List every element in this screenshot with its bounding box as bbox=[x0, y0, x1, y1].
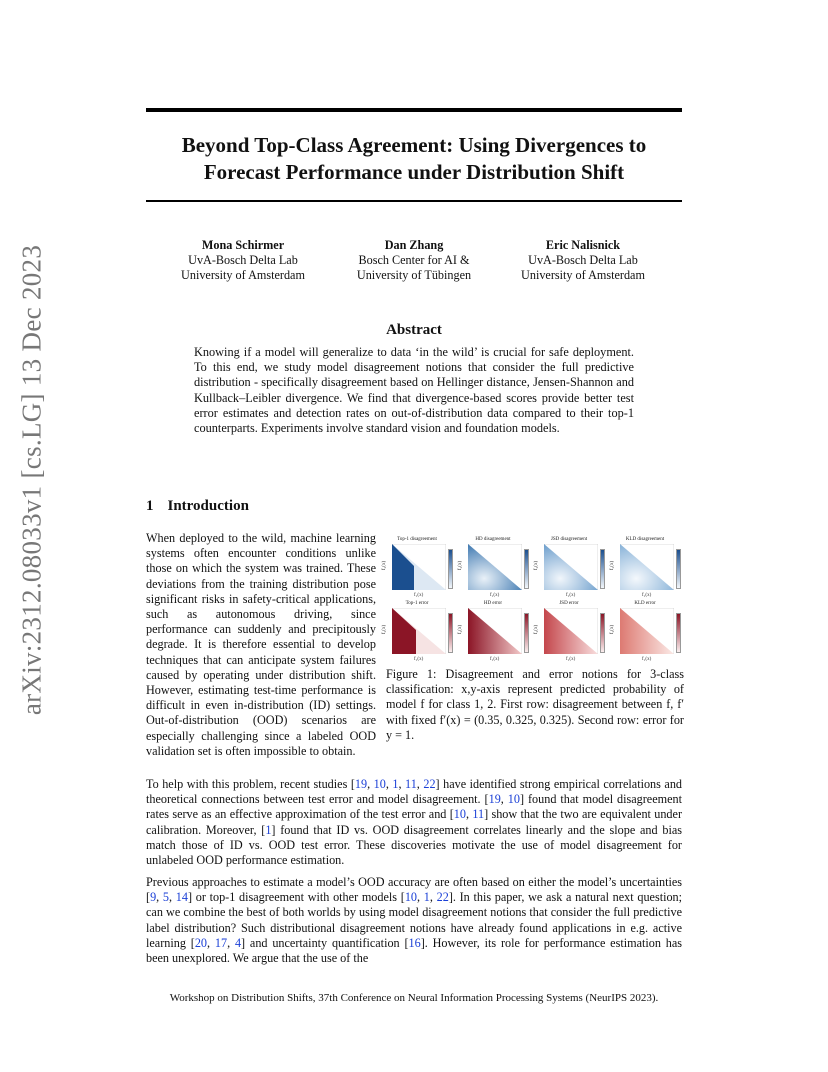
citation-link[interactable]: 11 bbox=[472, 807, 485, 822]
text-run: To help with this problem, recent studies [ bbox=[146, 777, 355, 791]
text-run: ] and uncertainty quantification [ bbox=[241, 935, 409, 950]
panel-bottom-2 bbox=[458, 601, 536, 665]
panel-title: KLD disagreement bbox=[625, 537, 665, 542]
text-run: ]. However, its role for performance estimation has been unexplored. We argue that the use of the bbox=[146, 935, 683, 966]
author-2 bbox=[344, 238, 484, 283]
author-3 bbox=[514, 238, 652, 283]
x-axis-label: f₁(x) bbox=[566, 657, 576, 662]
title-line-2: Forecast Performance under Distribution Shift bbox=[203, 160, 625, 184]
citation-link[interactable]: 16 bbox=[408, 935, 421, 950]
colorbar bbox=[676, 549, 681, 589]
footer-note: Workshop on Distribution Shifts, 37th Conference on Neural Information Processing Systems (NeurIPS 2023). bbox=[169, 992, 659, 1004]
panel-top-2 bbox=[458, 537, 536, 601]
y-axis-label: f₂(x) bbox=[458, 560, 464, 571]
author-affiliation: UvA-Bosch Delta Lab bbox=[188, 253, 298, 267]
colorbar bbox=[676, 613, 681, 653]
author-name: Mona Schirmer bbox=[201, 238, 285, 252]
x-axis-label: f₁(x) bbox=[414, 657, 424, 662]
colorbar bbox=[448, 549, 453, 589]
panel-top-1 bbox=[382, 537, 460, 601]
ternary-plot bbox=[620, 544, 674, 590]
citation-link[interactable]: 10 bbox=[373, 777, 386, 791]
panel-title: KLD error bbox=[634, 601, 656, 606]
author-block bbox=[146, 238, 682, 288]
text-run: ] found that model disagreement rates serve as an effective approximation of the test error and [ bbox=[146, 792, 682, 822]
panel-title: Top-1 disagreement bbox=[397, 537, 437, 542]
citation-link[interactable]: 10 bbox=[404, 890, 417, 905]
ternary-plot bbox=[468, 608, 522, 654]
panel-bottom-4 bbox=[610, 601, 688, 665]
citation-link[interactable]: 4 bbox=[234, 935, 242, 950]
title-rule-top bbox=[146, 108, 682, 112]
colorbar bbox=[600, 549, 605, 589]
figure-caption: Figure 1: Disagreement and error notions for 3-class classification: x,y-axis represent predicted probability of model f for class 1, 2. First row: disagreement between f, f′ with fixed f′(x) = (0.35, 0.325, 0.325). Second row: error for y = 1. bbox=[386, 667, 684, 742]
y-axis-label: f₂(x) bbox=[382, 560, 388, 571]
citation-link[interactable]: 1 bbox=[392, 777, 399, 791]
text-run: ] or top-1 disagreement with other models [ bbox=[187, 890, 405, 905]
abstract-text: Knowing if a model will generalize to data ‘in the wild’ is crucial for safe deployment. To this end, we study model disagreement notions that consider the full predictive distribution - specifically disagreement based on Hellinger distance, Jensen-Shannon and Kullback–Leibler divergence. We find that divergence-based scores provide better test error estimates and detection rates on out-of-distribution data compared to their top-1 counterparts. Experiments involve standard vision and foundation models. bbox=[194, 345, 634, 436]
citation-link[interactable]: 9 bbox=[150, 890, 157, 905]
paper-title bbox=[146, 132, 682, 186]
y-axis-label: f₂(x) bbox=[534, 560, 540, 571]
arxiv-stamp-text: arXiv:2312.08033v1 [cs.LG] 13 Dec 2023 bbox=[16, 244, 47, 716]
text-run: ] show that the two are equivalent under calibration. Moreover, [ bbox=[146, 807, 682, 837]
y-axis-label: f₂(x) bbox=[458, 624, 464, 635]
author-name: Dan Zhang bbox=[384, 238, 444, 252]
x-axis-label: f₁(x) bbox=[490, 593, 500, 598]
citation-link[interactable]: 10 bbox=[507, 792, 520, 807]
panel-title: HD disagreement bbox=[475, 537, 511, 542]
x-axis-label: f₁(x) bbox=[566, 593, 576, 598]
citation-link[interactable]: 5 bbox=[162, 890, 170, 905]
panel-top-3 bbox=[534, 537, 612, 601]
arxiv-stamp bbox=[14, 244, 50, 716]
panel-title: JSD error bbox=[559, 601, 579, 606]
citation-link[interactable]: 19 bbox=[354, 777, 368, 791]
ternary-plot bbox=[544, 608, 598, 654]
citation-link[interactable]: 19 bbox=[488, 792, 501, 807]
text-run: ] found that ID vs. OOD disagreement correlates linearly and the slope and bias match those of ID vs. OOD test error. These discoveries motivate the use of model disagreement for unlabeled OOD performance estimation. bbox=[146, 822, 682, 868]
x-axis-label: f₁(x) bbox=[642, 657, 652, 662]
intro-paragraph: When deployed to the wild, machine learning systems often encounter conditions unlike those on which the system was trained. These deviations from the training distribution pose significant risks in safety-critical applications, such as autonomous driving, since performance can suddenly and precipitously degrade. It is therefore essential to develop techniques that can anticipate system failures caused by operating under distribution shift. However, estimating test-time performance is difficult in even in-distribution (ID) settings. Out-of-distribution (OOD) scenarios are especially challenging since a labeled OOD validation set is often impossible to obtain. bbox=[146, 531, 376, 758]
author-affiliation: University of Amsterdam bbox=[181, 268, 305, 282]
paragraph-2: Previous approaches to estimate a model’s OOD accuracy are often based on either the model’s uncertainties [9, 5, 14] or top-1 disagreement with other models [10, 1, 22]. In this paper, we ask a natural next question; can we combine the best of both worlds by using model disagreement notions that consider the full predictive label distribution? Such distributional disagreement notions have already found applications in e.g. active learning [20, 17, 4] and uncertainty quantification [16]. However, its role for performance estimation has been unexplored. We argue that the use of the bbox=[146, 875, 683, 966]
citation-link[interactable]: 22 bbox=[436, 890, 449, 905]
panel-title: JSD disagreement bbox=[550, 537, 588, 542]
text-run: Previous approaches to estimate a model’s OOD accuracy are often based on either the model’s uncertainties [ bbox=[146, 875, 682, 905]
author-affiliation: University of Amsterdam bbox=[521, 268, 645, 282]
colorbar bbox=[524, 549, 529, 589]
citation-link[interactable]: 1 bbox=[423, 890, 430, 905]
author-1 bbox=[176, 238, 310, 283]
citation-link[interactable]: 14 bbox=[175, 890, 188, 905]
author-affiliation: UvA-Bosch Delta Lab bbox=[528, 253, 638, 267]
panel-bottom-3 bbox=[534, 601, 612, 665]
panel-title: Top-1 error bbox=[405, 601, 429, 606]
x-axis-label: f₁(x) bbox=[642, 593, 652, 598]
citation-link[interactable]: 1 bbox=[265, 822, 272, 837]
panel-title: HD error bbox=[483, 601, 503, 606]
x-axis-label: f₁(x) bbox=[414, 593, 424, 598]
citation-link[interactable]: 17 bbox=[214, 935, 228, 950]
colorbar bbox=[448, 613, 453, 653]
citation-link[interactable]: 10 bbox=[453, 807, 466, 822]
author-affiliation: University of Tübingen bbox=[356, 268, 472, 282]
panel-bottom-1 bbox=[382, 601, 460, 665]
panel-top-4 bbox=[610, 537, 688, 601]
figure-1 bbox=[382, 537, 684, 667]
ternary-plot bbox=[468, 544, 522, 590]
section-heading bbox=[146, 498, 249, 515]
author-affiliation: Bosch Center for AI & bbox=[358, 253, 470, 267]
y-axis-label: f₂(x) bbox=[610, 624, 616, 635]
ternary-plot bbox=[544, 544, 598, 590]
citation-link[interactable]: 22 bbox=[423, 777, 436, 791]
ternary-plot bbox=[392, 544, 446, 590]
ternary-plot bbox=[620, 608, 674, 654]
author-name: Eric Nalisnick bbox=[545, 238, 621, 252]
title-rule-bottom bbox=[146, 200, 682, 202]
text-run: ] have identified strong empirical correlations and theoretical connections between test error and model disagreement. [ bbox=[146, 777, 683, 807]
colorbar bbox=[600, 613, 605, 653]
citation-link[interactable]: 20 bbox=[194, 935, 207, 950]
section-number: 1 bbox=[146, 498, 154, 514]
paragraph-1: To help with this problem, recent studies [19, 10, 1, 11, 22] have identified strong empirical correlations and theoretical connections between test error and model disagreement. [19, 10] found that model disagreement rates serve as an effective approximation of the test error and [10, 11] show that the two are equivalent under calibration. Moreover, [1] found that ID vs. OOD disagreement correlates linearly and the slope and bias match those of ID vs. OOD test error. These discoveries motivate the use of model disagreement for unlabeled OOD performance estimation. bbox=[146, 777, 683, 868]
section-title: Introduction bbox=[167, 498, 249, 514]
colorbar bbox=[524, 613, 529, 653]
y-axis-label: f₂(x) bbox=[610, 560, 616, 571]
x-axis-label: f₁(x) bbox=[490, 657, 500, 662]
y-axis-label: f₂(x) bbox=[534, 624, 540, 635]
title-line-1: Beyond Top-Class Agreement: Using Divergences to bbox=[181, 133, 647, 157]
abstract-heading: Abstract bbox=[386, 322, 442, 338]
ternary-plot bbox=[392, 608, 446, 654]
citation-link[interactable]: 11 bbox=[405, 777, 417, 791]
text-run: ]. In this paper, we ask a natural next question; can we combine the best of both worlds by using model disagreement notions that consider the full predictive label distribution? Such distributional disagreement notions have already found applications in e.g. active learning [ bbox=[146, 890, 683, 950]
y-axis-label: f₂(x) bbox=[382, 624, 388, 635]
